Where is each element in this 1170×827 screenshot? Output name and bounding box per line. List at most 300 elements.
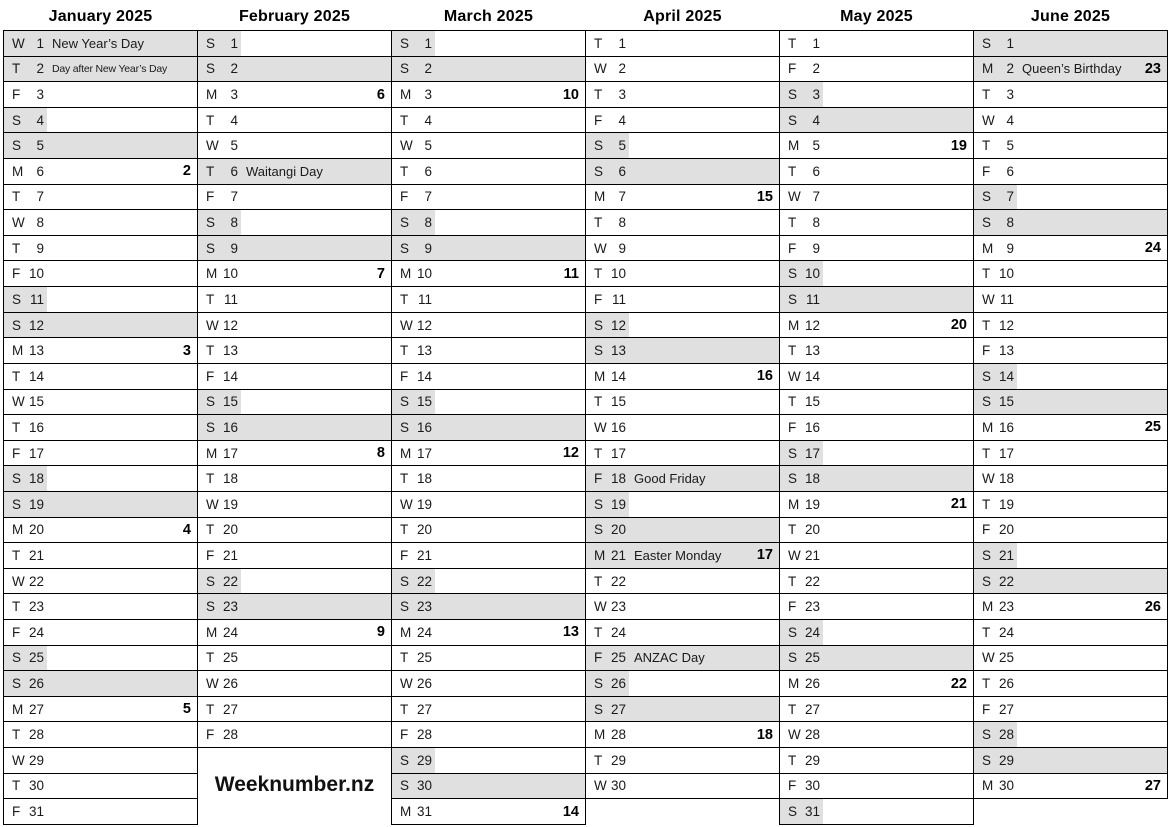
day-number: 5 xyxy=(812,138,820,154)
day-row xyxy=(974,594,1167,620)
day-number: 20 xyxy=(998,522,1014,538)
day-letter: T xyxy=(12,599,21,615)
day-row xyxy=(392,722,585,748)
day-row xyxy=(392,620,585,646)
day-number: 23 xyxy=(222,599,238,615)
day-row xyxy=(586,492,779,518)
day-number: 13 xyxy=(222,343,238,359)
day-letter: S xyxy=(206,419,216,435)
day-number: 17 xyxy=(998,445,1014,461)
day-row xyxy=(974,671,1167,697)
day-number: 15 xyxy=(610,394,626,410)
day-number: 1 xyxy=(812,35,820,51)
day-number: 15 xyxy=(28,394,44,410)
day-number: 20 xyxy=(222,522,238,538)
day-number: 21 xyxy=(610,547,626,563)
day-letter: S xyxy=(594,163,604,179)
day-row xyxy=(974,620,1167,646)
day-row xyxy=(198,364,391,390)
day-row xyxy=(392,441,585,467)
day-row xyxy=(392,133,585,159)
day-letter: S xyxy=(788,445,798,461)
day-letter: T xyxy=(206,650,215,666)
day-row xyxy=(4,338,197,364)
day-letter: S xyxy=(206,599,216,615)
day-number: 17 xyxy=(610,445,626,461)
day-number: 13 xyxy=(998,343,1014,359)
day-number: 8 xyxy=(36,215,44,231)
day-number: 20 xyxy=(28,522,44,538)
day-letter: F xyxy=(400,189,409,205)
day-letter: T xyxy=(400,291,409,307)
day-row xyxy=(392,338,585,364)
day-number: 27 xyxy=(610,701,626,717)
day-row xyxy=(4,210,197,236)
day-row xyxy=(780,108,973,134)
day-number: 2 xyxy=(230,61,238,77)
day-letter: F xyxy=(206,189,215,205)
day-row xyxy=(780,799,973,825)
day-letter: F xyxy=(12,804,21,820)
day-number: 19 xyxy=(998,496,1014,512)
day-number: 10 xyxy=(998,266,1014,282)
day-number: 17 xyxy=(416,445,432,461)
day-row xyxy=(586,441,779,467)
day-letter: F xyxy=(982,163,991,179)
week-number: 17 xyxy=(756,547,773,564)
day-number: 1 xyxy=(424,35,432,51)
day-number: 15 xyxy=(998,394,1014,410)
day-number: 3 xyxy=(424,87,432,103)
day-letter: T xyxy=(400,112,409,128)
day-row xyxy=(198,646,391,672)
day-letter: M xyxy=(594,547,606,563)
day-row xyxy=(586,185,779,211)
day-letter: W xyxy=(594,599,607,615)
day-number: 17 xyxy=(28,445,44,461)
day-row xyxy=(392,31,585,57)
holiday-label: Waitangi Day xyxy=(246,163,323,179)
day-row xyxy=(392,261,585,287)
day-row xyxy=(586,415,779,441)
day-letter: F xyxy=(206,727,215,743)
day-letter: W xyxy=(594,419,607,435)
day-letter: M xyxy=(400,804,412,820)
day-number: 26 xyxy=(804,676,820,692)
day-letter: M xyxy=(788,496,800,512)
day-row xyxy=(4,620,197,646)
day-row xyxy=(974,261,1167,287)
day-row xyxy=(392,364,585,390)
week-number: 12 xyxy=(562,445,579,462)
day-letter: S xyxy=(788,471,798,487)
day-number: 26 xyxy=(610,676,626,692)
day-letter: F xyxy=(788,599,797,615)
day-letter: T xyxy=(594,215,603,231)
day-letter: S xyxy=(400,573,410,589)
day-row xyxy=(4,133,197,159)
day-row xyxy=(4,646,197,672)
day-letter: F xyxy=(12,445,21,461)
day-letter: T xyxy=(982,138,991,154)
day-row xyxy=(974,313,1167,339)
day-letter: T xyxy=(400,701,409,717)
day-number: 30 xyxy=(416,778,432,794)
day-number: 4 xyxy=(618,112,626,128)
day-number: 22 xyxy=(416,573,432,589)
day-letter: S xyxy=(206,394,216,410)
day-letter: M xyxy=(982,778,994,794)
month-title: February 2025 xyxy=(238,8,351,25)
day-number: 6 xyxy=(812,163,820,179)
week-number: 23 xyxy=(1144,60,1161,77)
day-letter: S xyxy=(594,522,604,538)
day-letter: F xyxy=(788,240,797,256)
day-row xyxy=(198,210,391,236)
day-letter: M xyxy=(594,368,606,384)
day-number: 5 xyxy=(618,138,626,154)
month-grid xyxy=(391,30,586,825)
day-number: 15 xyxy=(222,394,238,410)
day-letter: T xyxy=(594,445,603,461)
day-number: 4 xyxy=(230,112,238,128)
day-row xyxy=(198,671,391,697)
day-letter: W xyxy=(12,35,25,51)
day-row xyxy=(198,133,391,159)
day-letter: S xyxy=(982,547,992,563)
day-letter: F xyxy=(594,291,603,307)
day-letter: T xyxy=(594,35,603,51)
day-number: 25 xyxy=(610,650,626,666)
day-letter: W xyxy=(982,291,995,307)
day-number: 16 xyxy=(998,419,1014,435)
day-number: 2 xyxy=(618,61,626,77)
day-number: 29 xyxy=(416,752,432,768)
day-letter: T xyxy=(12,419,21,435)
day-letter: T xyxy=(982,624,991,640)
day-number: 2 xyxy=(36,61,44,77)
day-row xyxy=(586,82,779,108)
day-row xyxy=(974,338,1167,364)
day-letter: S xyxy=(594,701,604,717)
day-row xyxy=(586,338,779,364)
day-letter: S xyxy=(400,394,410,410)
day-row xyxy=(974,364,1167,390)
day-row xyxy=(392,646,585,672)
day-row xyxy=(586,159,779,185)
day-row xyxy=(974,210,1167,236)
day-number: 13 xyxy=(28,343,44,359)
week-number: 24 xyxy=(1144,240,1161,257)
day-letter: T xyxy=(12,547,21,563)
day-row xyxy=(586,543,779,569)
day-row xyxy=(4,82,197,108)
day-number: 19 xyxy=(222,496,238,512)
day-number: 5 xyxy=(424,138,432,154)
day-row xyxy=(198,543,391,569)
week-number: 10 xyxy=(562,86,579,103)
day-row xyxy=(198,569,391,595)
holiday-label: Queen’s Birthday xyxy=(1022,61,1122,77)
day-letter: W xyxy=(12,573,25,589)
day-letter: S xyxy=(982,215,992,231)
day-letter: S xyxy=(788,87,798,103)
day-row xyxy=(4,697,197,723)
day-number: 14 xyxy=(416,368,432,384)
day-row xyxy=(392,518,585,544)
day-number: 30 xyxy=(804,778,820,794)
day-row xyxy=(4,287,197,313)
day-row xyxy=(586,697,779,723)
day-row xyxy=(392,159,585,185)
day-number: 5 xyxy=(230,138,238,154)
day-number: 29 xyxy=(28,752,44,768)
day-number: 10 xyxy=(28,266,44,282)
day-letter: T xyxy=(788,215,797,231)
day-row xyxy=(780,313,973,339)
week-number: 11 xyxy=(563,265,579,282)
day-row xyxy=(780,133,973,159)
day-letter: S xyxy=(12,496,22,512)
day-row xyxy=(780,236,973,262)
day-letter: M xyxy=(206,445,218,461)
day-letter: S xyxy=(788,804,798,820)
day-letter: W xyxy=(206,496,219,512)
day-number: 2 xyxy=(1006,61,1014,77)
day-row xyxy=(198,518,391,544)
day-letter: M xyxy=(12,343,24,359)
day-number: 12 xyxy=(804,317,820,333)
day-number: 6 xyxy=(1006,163,1014,179)
day-number: 5 xyxy=(1006,138,1014,154)
day-row xyxy=(586,133,779,159)
day-row xyxy=(974,748,1167,774)
day-number: 13 xyxy=(610,343,626,359)
day-row xyxy=(392,492,585,518)
month-march xyxy=(391,4,586,825)
day-row xyxy=(780,31,973,57)
day-number: 28 xyxy=(416,727,432,743)
day-row xyxy=(780,697,973,723)
holiday-label: Good Friday xyxy=(634,471,706,487)
day-number: 25 xyxy=(416,650,432,666)
day-number: 11 xyxy=(223,291,238,307)
day-row xyxy=(198,159,391,185)
week-number: 4 xyxy=(182,521,191,538)
day-letter: S xyxy=(206,35,216,51)
day-number: 19 xyxy=(28,496,44,512)
day-row xyxy=(780,57,973,83)
day-letter: F xyxy=(594,471,603,487)
day-row xyxy=(974,774,1167,800)
day-number: 22 xyxy=(804,573,820,589)
day-letter: S xyxy=(788,112,798,128)
holiday-label: Day after New Year’s Day xyxy=(52,62,168,75)
day-letter: S xyxy=(982,752,992,768)
day-letter: W xyxy=(788,189,801,205)
day-letter: T xyxy=(206,343,215,359)
day-number: 10 xyxy=(610,266,626,282)
day-letter: F xyxy=(12,266,21,282)
day-row xyxy=(586,569,779,595)
day-row xyxy=(586,236,779,262)
day-row xyxy=(4,518,197,544)
day-letter: M xyxy=(400,624,412,640)
day-number: 17 xyxy=(804,445,820,461)
day-number: 14 xyxy=(28,368,44,384)
day-row xyxy=(4,108,197,134)
day-letter: T xyxy=(594,87,603,103)
day-row xyxy=(974,57,1167,83)
day-number: 28 xyxy=(28,727,44,743)
day-letter: S xyxy=(400,215,410,231)
day-letter: T xyxy=(788,35,797,51)
holiday-label: New Year’s Day xyxy=(52,35,145,51)
day-row xyxy=(198,236,391,262)
day-number: 11 xyxy=(29,291,44,307)
day-row xyxy=(974,569,1167,595)
day-row xyxy=(392,671,585,697)
day-row xyxy=(780,466,973,492)
day-number: 25 xyxy=(804,650,820,666)
day-row xyxy=(392,210,585,236)
day-letter: S xyxy=(12,291,22,307)
day-letter: T xyxy=(12,189,21,205)
day-row xyxy=(586,748,779,774)
week-number: 21 xyxy=(950,496,967,513)
day-letter: M xyxy=(206,624,218,640)
day-row xyxy=(4,313,197,339)
day-letter: W xyxy=(788,547,801,563)
day-letter: T xyxy=(206,471,215,487)
day-row xyxy=(586,261,779,287)
day-letter: S xyxy=(12,676,22,692)
day-number: 9 xyxy=(424,240,432,256)
day-letter: T xyxy=(400,163,409,179)
day-number: 17 xyxy=(222,445,238,461)
day-number: 27 xyxy=(998,701,1014,717)
day-number: 6 xyxy=(618,163,626,179)
day-letter: M xyxy=(12,701,24,717)
day-letter: T xyxy=(982,87,991,103)
day-letter: T xyxy=(788,394,797,410)
day-row xyxy=(4,159,197,185)
day-letter: T xyxy=(788,701,797,717)
day-number: 13 xyxy=(416,343,432,359)
day-number: 29 xyxy=(998,752,1014,768)
day-row xyxy=(974,390,1167,416)
week-number: 7 xyxy=(376,265,385,282)
day-row xyxy=(780,441,973,467)
day-number: 25 xyxy=(28,650,44,666)
day-number: 26 xyxy=(998,676,1014,692)
day-row xyxy=(780,364,973,390)
day-number: 7 xyxy=(230,189,238,205)
day-number: 22 xyxy=(222,573,238,589)
day-letter: T xyxy=(982,317,991,333)
day-row xyxy=(586,722,779,748)
day-number: 16 xyxy=(610,419,626,435)
day-letter: F xyxy=(12,624,21,640)
day-number: 12 xyxy=(416,317,432,333)
day-number: 10 xyxy=(416,266,432,282)
day-number: 31 xyxy=(804,804,820,820)
day-number: 12 xyxy=(28,317,44,333)
month-june xyxy=(973,4,1168,799)
day-number: 3 xyxy=(230,87,238,103)
day-row xyxy=(4,466,197,492)
day-letter: T xyxy=(12,778,21,794)
day-letter: W xyxy=(206,138,219,154)
day-row xyxy=(198,466,391,492)
day-number: 16 xyxy=(222,419,238,435)
day-number: 26 xyxy=(416,676,432,692)
day-number: 14 xyxy=(804,368,820,384)
day-number: 11 xyxy=(805,291,820,307)
day-row xyxy=(586,108,779,134)
day-row xyxy=(780,210,973,236)
day-number: 11 xyxy=(417,291,432,307)
day-number: 27 xyxy=(222,701,238,717)
day-row xyxy=(586,620,779,646)
day-row xyxy=(974,108,1167,134)
day-number: 30 xyxy=(610,778,626,794)
day-letter: T xyxy=(788,573,797,589)
day-number: 25 xyxy=(998,650,1014,666)
day-letter: W xyxy=(982,650,995,666)
day-row xyxy=(974,697,1167,723)
day-number: 8 xyxy=(1006,215,1014,231)
week-number: 18 xyxy=(756,726,773,743)
day-row xyxy=(392,185,585,211)
day-letter: W xyxy=(400,138,413,154)
day-letter: S xyxy=(982,727,992,743)
day-letter: T xyxy=(788,343,797,359)
day-row xyxy=(392,415,585,441)
day-number: 14 xyxy=(610,368,626,384)
week-number: 20 xyxy=(950,317,967,333)
day-letter: S xyxy=(206,61,216,77)
day-row xyxy=(4,671,197,697)
day-number: 31 xyxy=(28,804,44,820)
day-row xyxy=(198,492,391,518)
day-letter: T xyxy=(206,163,215,179)
day-letter: M xyxy=(788,676,800,692)
day-row xyxy=(780,569,973,595)
day-letter: S xyxy=(400,240,410,256)
day-row xyxy=(198,594,391,620)
day-number: 30 xyxy=(28,778,44,794)
day-row xyxy=(4,492,197,518)
day-letter: T xyxy=(400,471,409,487)
day-letter: M xyxy=(400,266,412,282)
day-letter: M xyxy=(206,266,218,282)
day-row xyxy=(586,518,779,544)
day-number: 19 xyxy=(416,496,432,512)
day-row xyxy=(4,774,197,800)
day-row xyxy=(4,415,197,441)
day-letter: F xyxy=(982,522,991,538)
day-number: 18 xyxy=(804,471,820,487)
day-letter: F xyxy=(788,778,797,794)
day-row xyxy=(198,82,391,108)
day-row xyxy=(586,390,779,416)
day-letter: S xyxy=(982,189,992,205)
day-number: 28 xyxy=(222,727,238,743)
day-row xyxy=(780,159,973,185)
day-letter: T xyxy=(788,163,797,179)
day-letter: W xyxy=(982,112,995,128)
